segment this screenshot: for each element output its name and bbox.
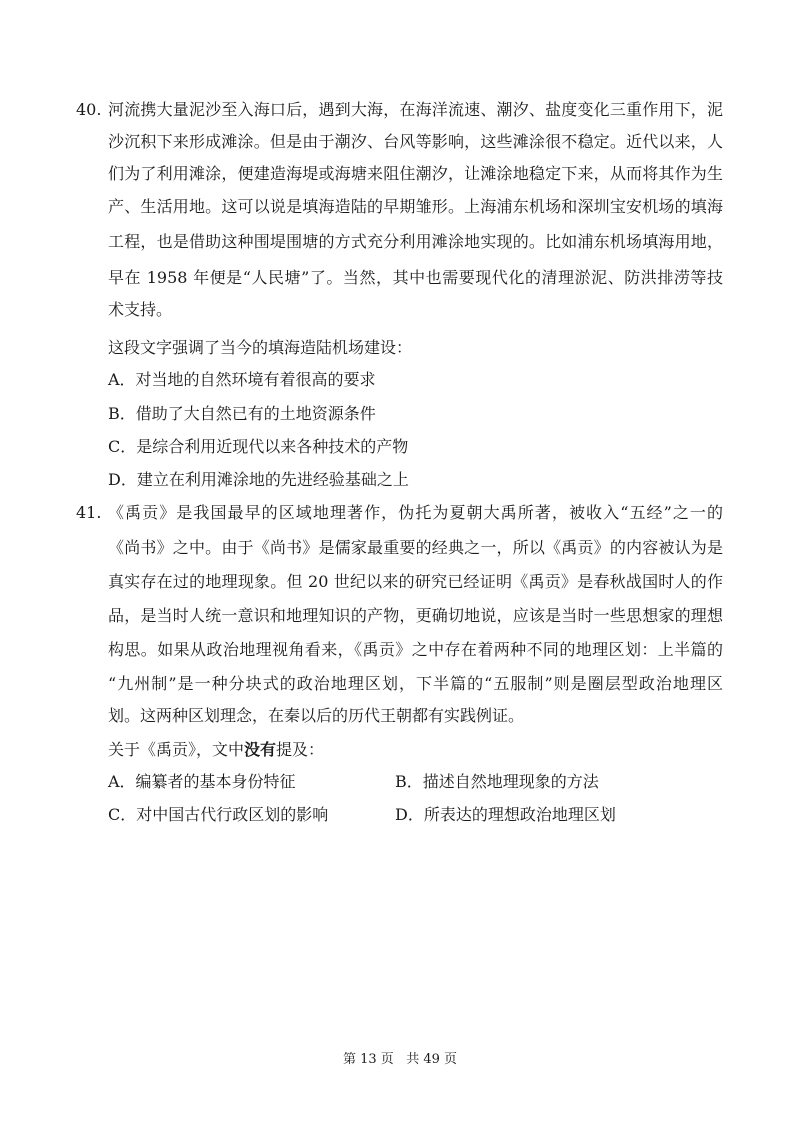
passage-line: 构思。如果从政治地理视角看来，《禹贡》之中存在着两种不同的地理区划：上半篇的	[108, 640, 723, 659]
question-prompt	[108, 740, 324, 760]
passage-line: 术支持。	[108, 300, 173, 319]
question-emphasis: 没有	[244, 740, 277, 759]
passage-line: 品，是当时人统一意识和地理知识的产物，更确切地说，应该是当时一些思想家的理想	[108, 606, 723, 625]
passage-line: 《尚书》之中。由于《尚书》是儒家最重要的经典之一，所以《禹贡》的内容被认为是	[108, 538, 723, 557]
option-b: B．描述自然地理现象的方法	[395, 772, 599, 791]
option-c: C．对中国古代行政区划的影响	[108, 805, 329, 824]
question-number: 41.	[76, 503, 102, 522]
passage-line: 划。这两种区划理念，在秦以后的历代王朝都有实践例证。	[108, 706, 525, 725]
question-suffix: 提及：	[276, 740, 325, 759]
page-number: 第 13 页 共 49 页	[342, 1052, 457, 1067]
question-prompt: 这段文字强调了当今的填海造陆机场建设：	[108, 338, 413, 357]
passage-line: 《禹贡》是我国最早的区域地理著作，伪托为夏朝大禹所著，被收入“五经”之一的	[108, 503, 723, 522]
option-a: A．对当地的自然环境有着很高的要求	[108, 370, 376, 389]
passage-line: 沙沉积下来形成滩涂。但是由于潮汐、台风等影响，这些滩涂很不稳定。近代以来，人	[108, 132, 723, 151]
option-b: B．借助了大自然已有的土地资源条件	[108, 404, 376, 423]
passage-line: 产、生活用地。这可以说是填海造陆的早期雏形。上海浦东机场和深圳宝安机场的填海	[108, 197, 723, 216]
option-c: C．是综合利用近现代以来各种技术的产物	[108, 437, 409, 456]
question-prefix: 关于《禹贡》，文中	[108, 740, 245, 759]
passage-line: 工程，也是借助这种围堤围塘的方式充分利用滩涂地实现的。比如浦东机场填海用地，	[108, 232, 723, 251]
option-d: D．建立在利用滩涂地的先进经验基础之上	[108, 470, 409, 489]
option-d: D．所表达的理想政治地理区划	[395, 805, 616, 824]
passage-line: 早在 1958 年便是“人民塘”了。当然，其中也需要现代化的清理淤泥、防洪排涝等技	[108, 268, 723, 287]
passage-line: 们为了利用滩涂，便建造海堤或海塘来阻住潮汐，让滩涂地稳定下来，从而将其作为生	[108, 164, 723, 183]
passage-line: “九州制”是一种分块式的政治地理区划，下半篇的“五服制”则是圈层型政治地理区	[108, 674, 723, 693]
question-number: 40.	[76, 100, 102, 119]
passage-line: 真实存在过的地理现象。但 20 世纪以来的研究已经证明《禹贡》是春秋战国时人的作	[108, 572, 723, 591]
option-a: A．编纂者的基本身份特征	[108, 772, 296, 791]
passage-line: 河流携大量泥沙至入海口后，遇到大海，在海洋流速、潮汐、盐度变化三重作用下，泥	[108, 100, 723, 119]
